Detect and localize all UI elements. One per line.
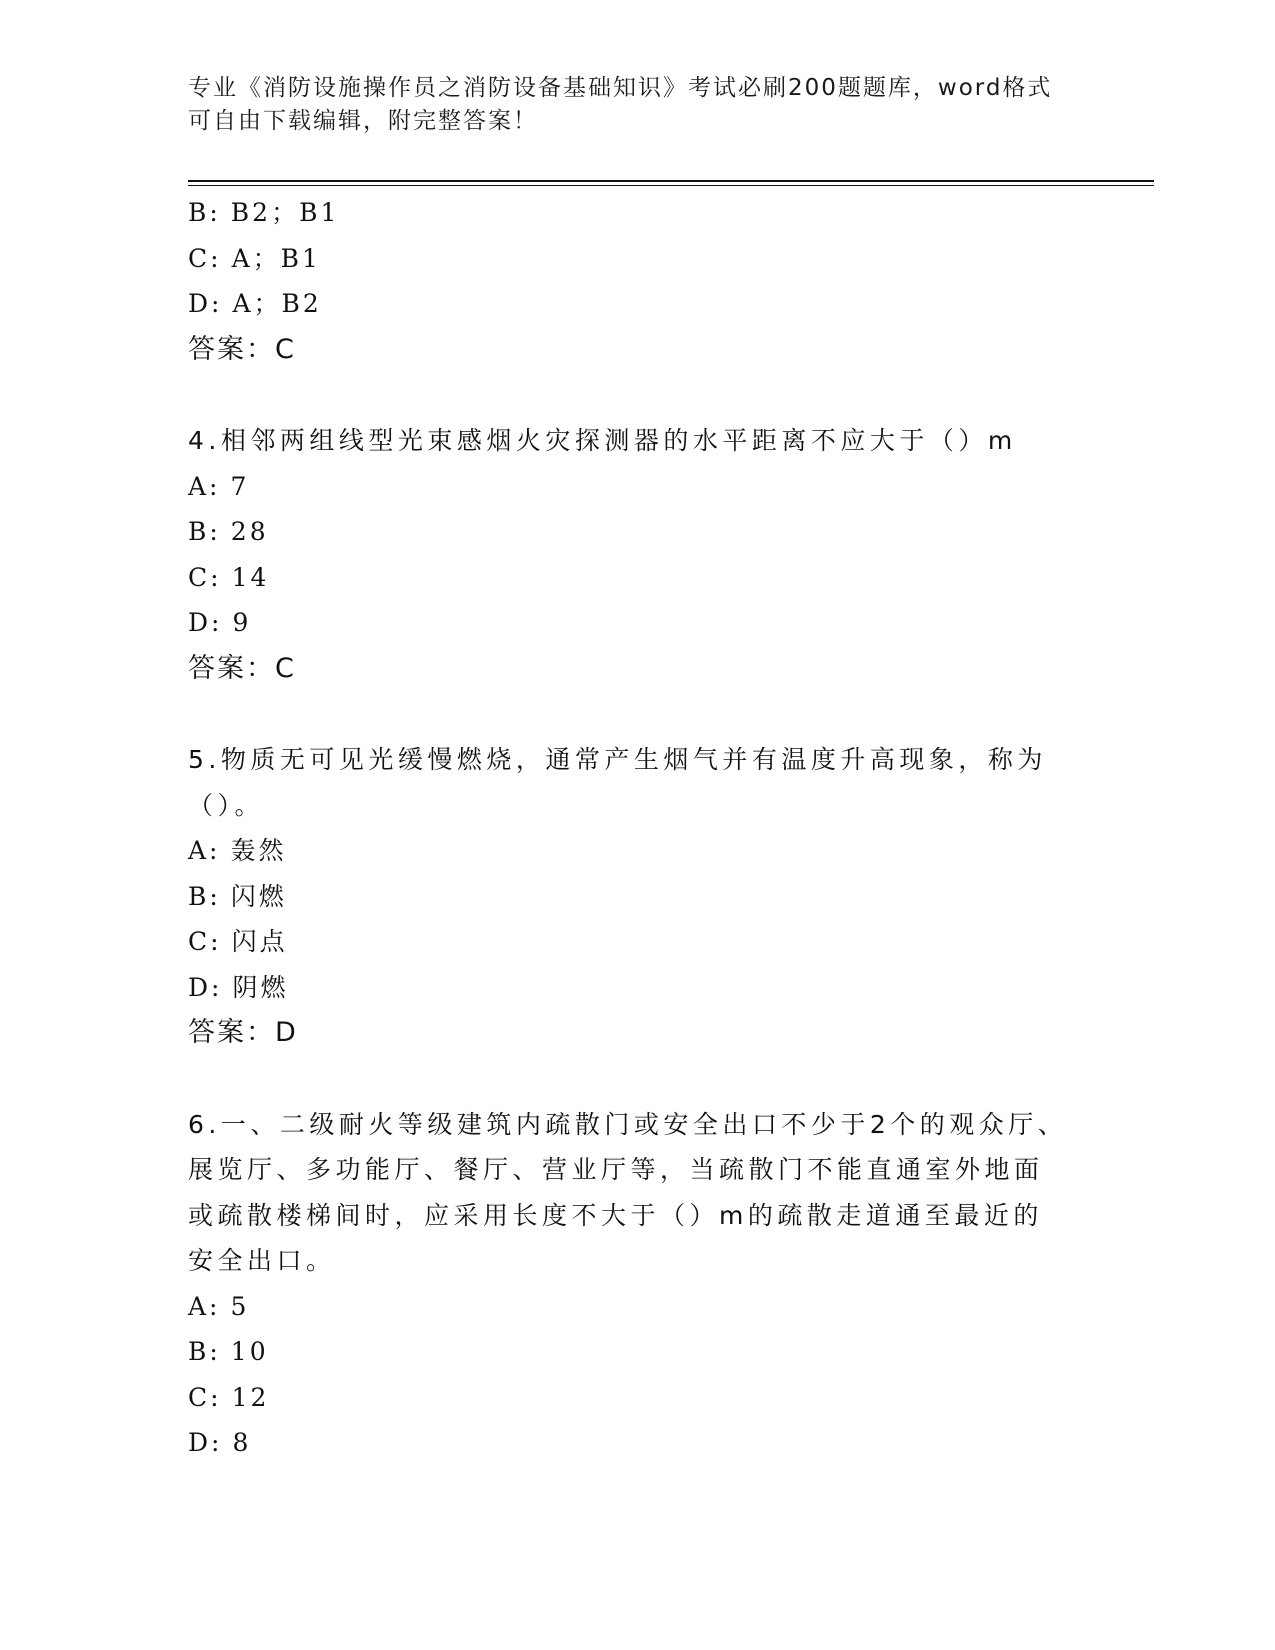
- question-text: 4.相邻两组线型光束感烟火灾探测器的水平距离不应大于（）m: [188, 426, 1017, 455]
- header-divider-thin: [188, 185, 1154, 186]
- option-c: C: 12: [188, 1382, 270, 1412]
- answer-line: 答案：D: [188, 1017, 298, 1048]
- option-b: B: 闪燃: [188, 881, 287, 911]
- option-b: B: 28: [188, 517, 269, 546]
- option-c: C: 14: [188, 562, 270, 592]
- option-c: C: 闪点: [188, 927, 288, 956]
- option-d: D: 9: [188, 608, 252, 637]
- answer-line: 答案：C: [188, 652, 296, 684]
- option-a: A: 7: [188, 471, 250, 501]
- document-header: 专业《消防设施操作员之消防设备基础知识》考试必刷200题题库，word格式可自由下载编辑，附完整答案！: [188, 75, 1053, 134]
- option-c: C: A；B1: [188, 243, 321, 273]
- option-b: B: 10: [188, 1337, 269, 1366]
- option-b: B: B2；B1: [188, 198, 340, 227]
- answer-line: 答案：C: [188, 333, 296, 365]
- question-6: [188, 1102, 1088, 1466]
- header-divider-thick: [188, 180, 1154, 182]
- option-d: D: 8: [188, 1428, 252, 1457]
- question-text: 6.一、二级耐火等级建筑内疏散门或安全出口不少于2个的观众厅、展览厅、多功能厅、餐厅、营业厅等，当疏散门不能直通室外地面或疏散楼梯间时，应采用长度不大于（）m的疏散走道通至最近的安全出口。: [188, 1109, 1068, 1275]
- option-a: A: 轰然: [188, 836, 287, 865]
- option-d: D: 阴燃: [188, 972, 289, 1002]
- question-4: [188, 418, 1088, 691]
- option-a: A: 5: [188, 1291, 250, 1321]
- option-d: D: A；B2: [188, 289, 322, 318]
- question-5: [188, 737, 1088, 1056]
- question-3-continued: [188, 190, 1088, 372]
- question-list: [188, 190, 1088, 1466]
- question-text: 5.物质无可见光缓慢燃烧，通常产生烟气并有温度升高现象，称为（）。: [188, 745, 1047, 820]
